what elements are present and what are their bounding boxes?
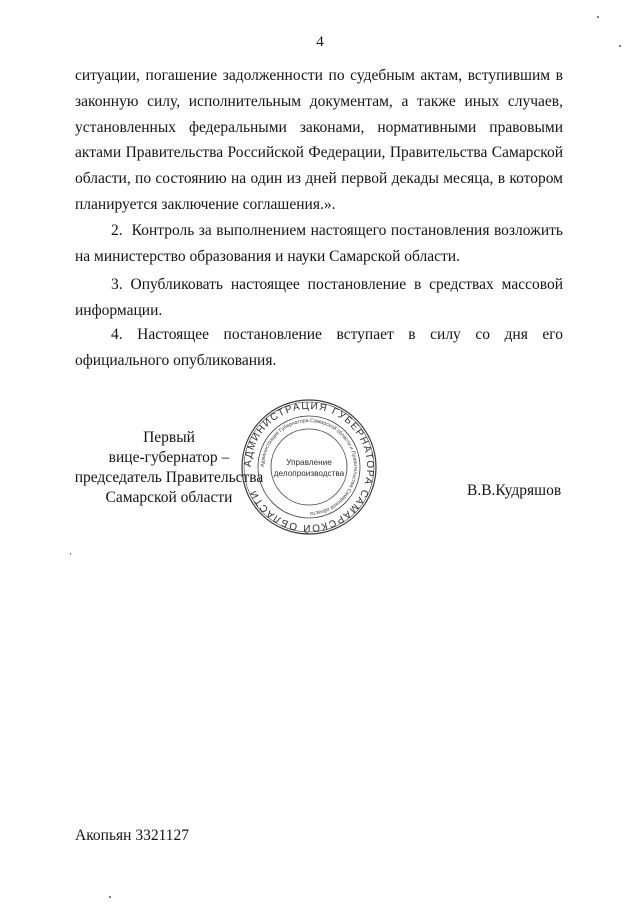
stamp-outer-ring-text: АДМИНИСТРАЦИЯ ГУБЕРНАТОРА САМАРСКОЙ ОБЛАСТИ	[242, 400, 376, 534]
page-number: 4	[316, 34, 324, 50]
signer-title-line: вице-губернатор –	[108, 449, 230, 466]
continuation-paragraph: ситуации, погашение задолженности по судебным актам, вступившим в законную силу, исполнительным документам, а также иных случаев, установленных федеральными законами, нормативными правовыми актами Правительства Российской Федерации, Правительства Самарской области, по состоянию на один из дней первой декады месяца, в котором планируется заключение соглашения.».	[75, 67, 563, 213]
signer-name: В.В.Кудряшов	[467, 482, 562, 499]
scan-speck	[109, 896, 111, 898]
executor-line: Акопьян 3321127	[75, 827, 190, 844]
stamp-center-line-1: Управление	[286, 458, 332, 467]
item-3-paragraph: 3. Опубликовать настоящее постановление в средствах массовой информации.	[75, 276, 563, 319]
official-stamp	[240, 398, 378, 536]
scan-speck	[70, 553, 71, 555]
scan-speck	[619, 45, 621, 47]
scan-speck	[597, 16, 599, 18]
item-4-paragraph: 4. Настоящее постановление вступает в силу со дня его официального опубликования.	[75, 326, 563, 369]
stamp-inner-ring-text: Администрация Губернатора Самарской области и Правительства Самарской области	[259, 417, 359, 517]
signer-title-line: Первый	[143, 429, 195, 446]
signer-title-line: Самарской области	[105, 489, 233, 506]
stamp-center-line-2: делопроизводства	[273, 469, 345, 478]
item-2-paragraph: 2. Контроль за выполнением настоящего постановления возложить на министерство образования и науки Самарской области.	[75, 222, 563, 265]
signer-title-line: председатель Правительства	[74, 469, 264, 486]
